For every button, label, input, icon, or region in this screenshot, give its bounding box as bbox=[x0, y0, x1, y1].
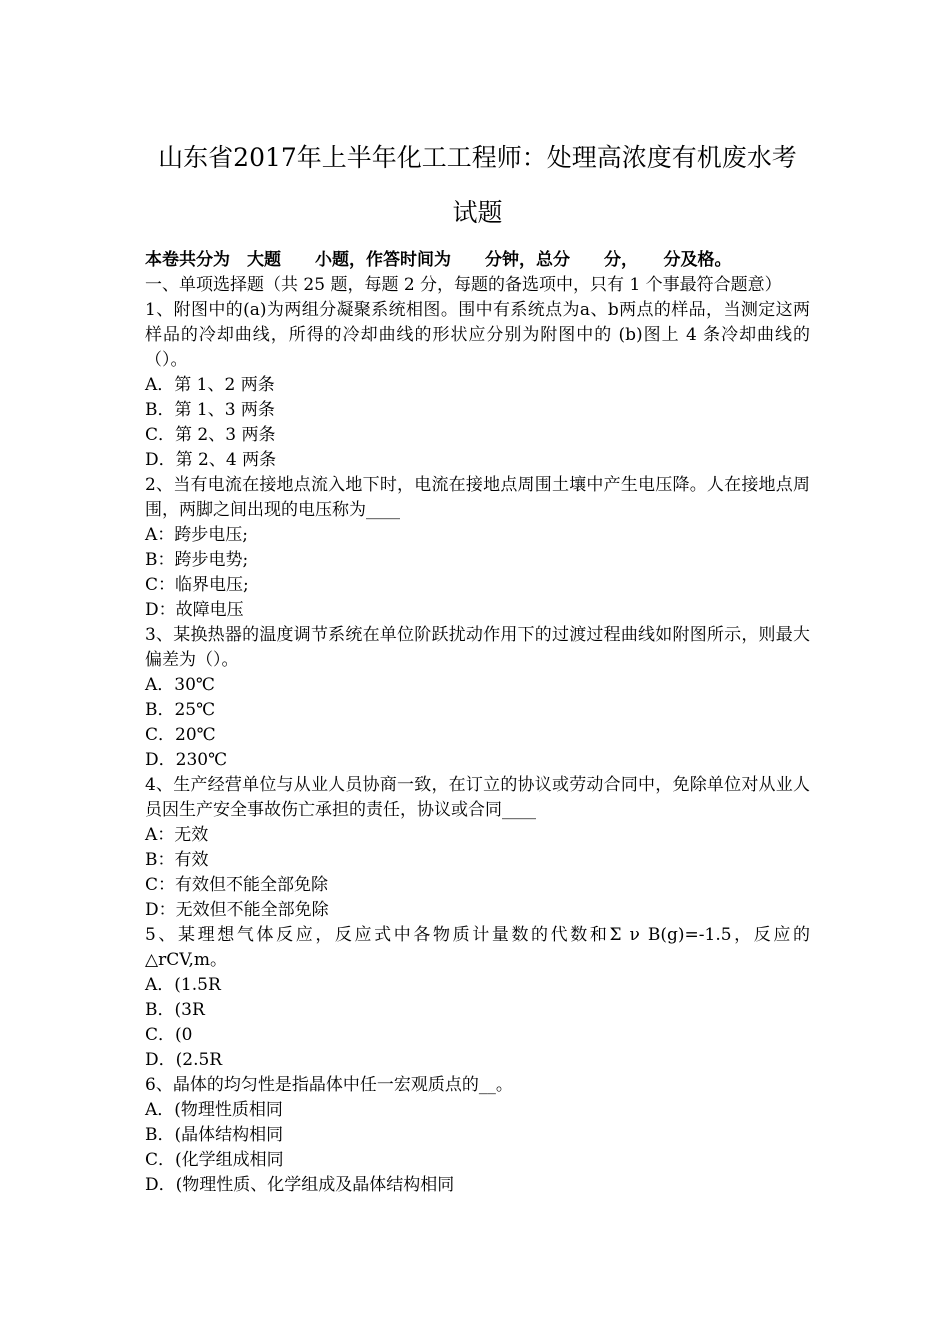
question-stem: 3、某换热器的温度调节系统在单位阶跃扰动作用下的过渡过程曲线如附图所示，则最大偏差为（）。 bbox=[145, 625, 810, 670]
question-5 bbox=[145, 923, 810, 1073]
option-d: D：故障电压 bbox=[145, 600, 244, 620]
option-a: A．(物理性质相同 bbox=[145, 1100, 283, 1120]
question-stem: 1、附图中的(a)为两组分凝聚系统相图。围中有系统点为a、b两点的样品，当测定这两样品的冷却曲线，所得的冷却曲线的形状应分别为附图中的 (b)图上 4 条冷却曲线的（）。 bbox=[145, 300, 810, 370]
question-stem: 4、生产经营单位与从业人员协商一致，在订立的协议或劳动合同中，免除单位对从业人员因生产安全事故伤亡承担的责任，协议或合同____ bbox=[145, 775, 810, 820]
option-c: C．第 2、3 两条 bbox=[145, 425, 276, 445]
option-b: B．(3R bbox=[145, 1000, 205, 1020]
exam-meta-line: 本卷共分为 大题 小题，作答时间为 分钟，总分 分， 分及格。 bbox=[145, 250, 732, 270]
section-header: 一、单项选择题（共 25 题，每题 2 分，每题的备选项中，只有 1 个事最符合题意） bbox=[145, 275, 782, 295]
option-c: C．(化学组成相同 bbox=[145, 1150, 284, 1170]
option-b: B：有效 bbox=[145, 850, 209, 870]
option-b: B．第 1、3 两条 bbox=[145, 400, 275, 420]
title-line-2: 试题 bbox=[452, 198, 503, 227]
question-2 bbox=[145, 473, 810, 623]
option-b: B．(晶体结构相同 bbox=[145, 1125, 284, 1145]
option-b: B．25℃ bbox=[145, 700, 216, 720]
question-list bbox=[145, 298, 810, 1198]
document-title bbox=[145, 130, 810, 240]
question-stem: 5、某理想气体反应，反应式中各物质计量数的代数和Σ ν B(g)=-1.5，反应的△rCV,m。 bbox=[145, 925, 810, 970]
option-a: A：跨步电压; bbox=[145, 525, 249, 545]
question-3 bbox=[145, 623, 810, 773]
question-stem: 2、当有电流在接地点流入地下时，电流在接地点周围土壤中产生电压降。人在接地点周围，两脚之间出现的电压称为____ bbox=[145, 475, 810, 520]
option-d: D：无效但不能全部免除 bbox=[145, 900, 329, 920]
option-c: C：有效但不能全部免除 bbox=[145, 875, 329, 895]
option-b: B：跨步电势; bbox=[145, 550, 249, 570]
option-d: D．(2.5R bbox=[145, 1050, 223, 1070]
option-c: C．20℃ bbox=[145, 725, 216, 745]
option-a: A．(1.5R bbox=[145, 975, 221, 995]
option-c: C：临界电压; bbox=[145, 575, 249, 595]
option-a: A．30℃ bbox=[145, 675, 215, 695]
question-6 bbox=[145, 1073, 810, 1198]
option-c: C．(0 bbox=[145, 1025, 193, 1045]
question-stem: 6、晶体的均匀性是指晶体中任一宏观质点的__。 bbox=[145, 1075, 513, 1095]
question-1 bbox=[145, 298, 810, 473]
question-4 bbox=[145, 773, 810, 923]
option-d: D．(物理性质、化学组成及晶体结构相同 bbox=[145, 1175, 455, 1195]
document-page bbox=[145, 130, 810, 1198]
option-d: D．230℃ bbox=[145, 750, 228, 770]
title-line-1: 山东省2017年上半年化工工程师：处理高浓度有机废水考 bbox=[158, 143, 797, 172]
option-a: A．第 1、2 两条 bbox=[145, 375, 275, 395]
option-d: D．第 2、4 两条 bbox=[145, 450, 277, 470]
option-a: A：无效 bbox=[145, 825, 209, 845]
